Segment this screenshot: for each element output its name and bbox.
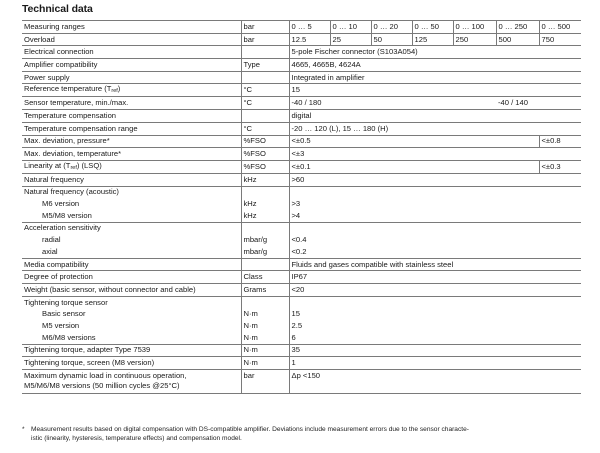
row-unit: mbar/g — [241, 234, 289, 246]
table-row — [22, 59, 581, 72]
overload-cell: 125 — [412, 33, 453, 46]
table-row — [22, 84, 581, 97]
row-label: Maximum dynamic load in continuous operation, M5/M6/M8 versions (50 million cycles @25°C) — [22, 369, 241, 393]
table-row — [22, 344, 581, 357]
table-row — [22, 258, 581, 271]
row-unit: Grams — [241, 284, 289, 297]
row-label: Measuring ranges — [22, 21, 241, 34]
row-value: Δp <150 — [289, 369, 581, 393]
row-value-right: -40 / 140 — [496, 97, 581, 110]
row-unit: %FSO — [241, 135, 289, 148]
table-row — [22, 33, 581, 46]
table-row — [22, 160, 581, 173]
range-cell: 0 … 5 — [289, 21, 330, 34]
row-unit: N·m — [241, 344, 289, 357]
row-label: Linearity at (Tref) (LSQ) — [22, 160, 241, 173]
row-unit: %FSO — [241, 160, 289, 173]
row-value: 2.5 — [291, 320, 303, 330]
row-label: Tightening torque, adapter Type 7539 — [22, 344, 241, 357]
row-value: 35 — [289, 344, 581, 357]
row-value: 1 — [289, 357, 581, 370]
table-row — [22, 222, 581, 234]
range-cell: 0 … 250 — [496, 21, 539, 34]
table-row — [22, 97, 581, 110]
row-unit: N·m — [241, 357, 289, 370]
row-label: M6 version — [22, 198, 241, 210]
row-value: -20 … 120 (L), 15 … 180 (H) — [289, 122, 581, 135]
row-unit: mbar/g — [241, 246, 289, 258]
table-row — [22, 148, 581, 161]
footnote-marker: * — [22, 426, 25, 433]
overload-cell: 25 — [330, 33, 371, 46]
row-label: axial — [22, 246, 241, 258]
row-label: radial — [22, 234, 241, 246]
row-value: 5-pole Fischer connector (S103A054) — [289, 46, 581, 59]
row-label: Temperature compensation — [22, 110, 241, 123]
row-value: digital — [289, 110, 581, 123]
row-unit: kHz — [241, 210, 289, 222]
table-row — [22, 332, 581, 344]
row-unit — [241, 46, 289, 59]
table-row — [22, 357, 581, 370]
table-row — [22, 135, 581, 148]
table-row — [22, 110, 581, 123]
row-label: M6/M8 versions — [22, 332, 241, 344]
row-value: 15 — [289, 84, 581, 97]
table-row — [22, 198, 581, 210]
row-unit: kHz — [241, 198, 289, 210]
row-unit: %FSO — [241, 148, 289, 161]
row-value: <±3 — [289, 148, 581, 161]
row-unit — [241, 71, 289, 84]
table-row — [22, 234, 581, 246]
row-value: -40 / 180 — [289, 97, 496, 110]
row-unit: °C — [241, 122, 289, 135]
table-row — [22, 71, 581, 84]
row-value: >3 — [291, 199, 301, 209]
row-value: Integrated in amplifier — [289, 71, 581, 84]
row-value: <±0.1 — [289, 160, 539, 173]
row-label: Amplifier compatibility — [22, 59, 241, 72]
row-label: Tightening torque, screen (M8 version) — [22, 357, 241, 370]
row-unit: N·m — [241, 320, 289, 332]
row-label: M5/M8 version — [22, 210, 241, 222]
row-value: Fluids and gases compatible with stainless steel — [289, 258, 581, 271]
table-row — [22, 369, 581, 393]
footnote-text-line1: Measurement results based on digital compensation with DS-compatible amplifier. Deviations include measurement errors due to the sensor characte- — [31, 426, 469, 433]
row-value: >60 — [289, 173, 581, 186]
group-label: Acceleration sensitivity — [22, 222, 241, 234]
row-label: Weight (basic sensor, without connector and cable) — [22, 284, 241, 297]
table-row — [22, 46, 581, 59]
row-value: 4665, 4665B, 4624A — [289, 59, 581, 72]
row-label: Overload — [22, 33, 241, 46]
row-value: <0.4 — [291, 235, 307, 245]
row-label: Electrical connection — [22, 46, 241, 59]
range-cell: 0 … 500 — [539, 21, 581, 34]
page-title: Technical data — [22, 3, 93, 15]
row-unit: °C — [241, 97, 289, 110]
row-label: Degree of protection — [22, 271, 241, 284]
row-value: <±0.5 — [289, 135, 539, 148]
row-label: Temperature compensation range — [22, 122, 241, 135]
table-row — [22, 246, 581, 258]
group-label: Natural frequency (acoustic) — [22, 186, 241, 198]
row-unit: N·m — [241, 308, 289, 320]
table-row — [22, 173, 581, 186]
row-value: 15 — [291, 309, 300, 319]
table-row — [22, 210, 581, 222]
table-row — [22, 122, 581, 135]
overload-cell: 12.5 — [289, 33, 330, 46]
row-unit — [241, 258, 289, 271]
range-cell: 0 … 20 — [371, 21, 412, 34]
technical-data-table — [22, 20, 581, 394]
range-cell: 0 … 50 — [412, 21, 453, 34]
overload-cell: 750 — [539, 33, 581, 46]
row-label: Max. deviation, pressure* — [22, 135, 241, 148]
row-unit — [241, 110, 289, 123]
row-value: <0.2 — [289, 246, 581, 258]
row-label: Natural frequency — [22, 173, 241, 186]
row-value: >4 — [289, 210, 581, 222]
footnote-text-line2: istic (linearity, hysteresis, temperature effects) and compensation model. — [31, 435, 242, 442]
group-label: Tightening torque sensor — [22, 296, 241, 308]
row-unit: Class — [241, 271, 289, 284]
overload-cell: 50 — [371, 33, 412, 46]
row-unit: bar — [241, 369, 289, 393]
row-unit: kHz — [241, 173, 289, 186]
range-cell: 0 … 100 — [453, 21, 496, 34]
row-label: Basic sensor — [22, 308, 241, 320]
table-row — [22, 284, 581, 297]
row-label: Sensor temperature, min./max. — [22, 97, 241, 110]
row-label: Reference temperature (Tref) — [22, 84, 241, 97]
row-value: <20 — [289, 284, 581, 297]
row-value-right: <±0.3 — [539, 160, 581, 173]
row-label: M5 version — [22, 320, 241, 332]
row-unit: N·m — [241, 332, 289, 344]
row-unit: °C — [241, 84, 289, 97]
row-label: Media compatibility — [22, 258, 241, 271]
table-row — [22, 21, 581, 34]
table-row — [22, 186, 581, 198]
range-cell: 0 … 10 — [330, 21, 371, 34]
table-row — [22, 271, 581, 284]
row-unit: bar — [241, 21, 289, 34]
row-value: IP67 — [289, 271, 581, 284]
table-row — [22, 296, 581, 308]
row-value: 6 — [289, 332, 581, 344]
row-label: Power supply — [22, 71, 241, 84]
table-row — [22, 308, 581, 320]
row-label: Max. deviation, temperature* — [22, 148, 241, 161]
table-row — [22, 320, 581, 332]
footnote — [22, 425, 582, 443]
overload-cell: 250 — [453, 33, 496, 46]
row-unit: Type — [241, 59, 289, 72]
row-unit: bar — [241, 33, 289, 46]
overload-cell: 500 — [496, 33, 539, 46]
row-value-right: <±0.8 — [539, 135, 581, 148]
